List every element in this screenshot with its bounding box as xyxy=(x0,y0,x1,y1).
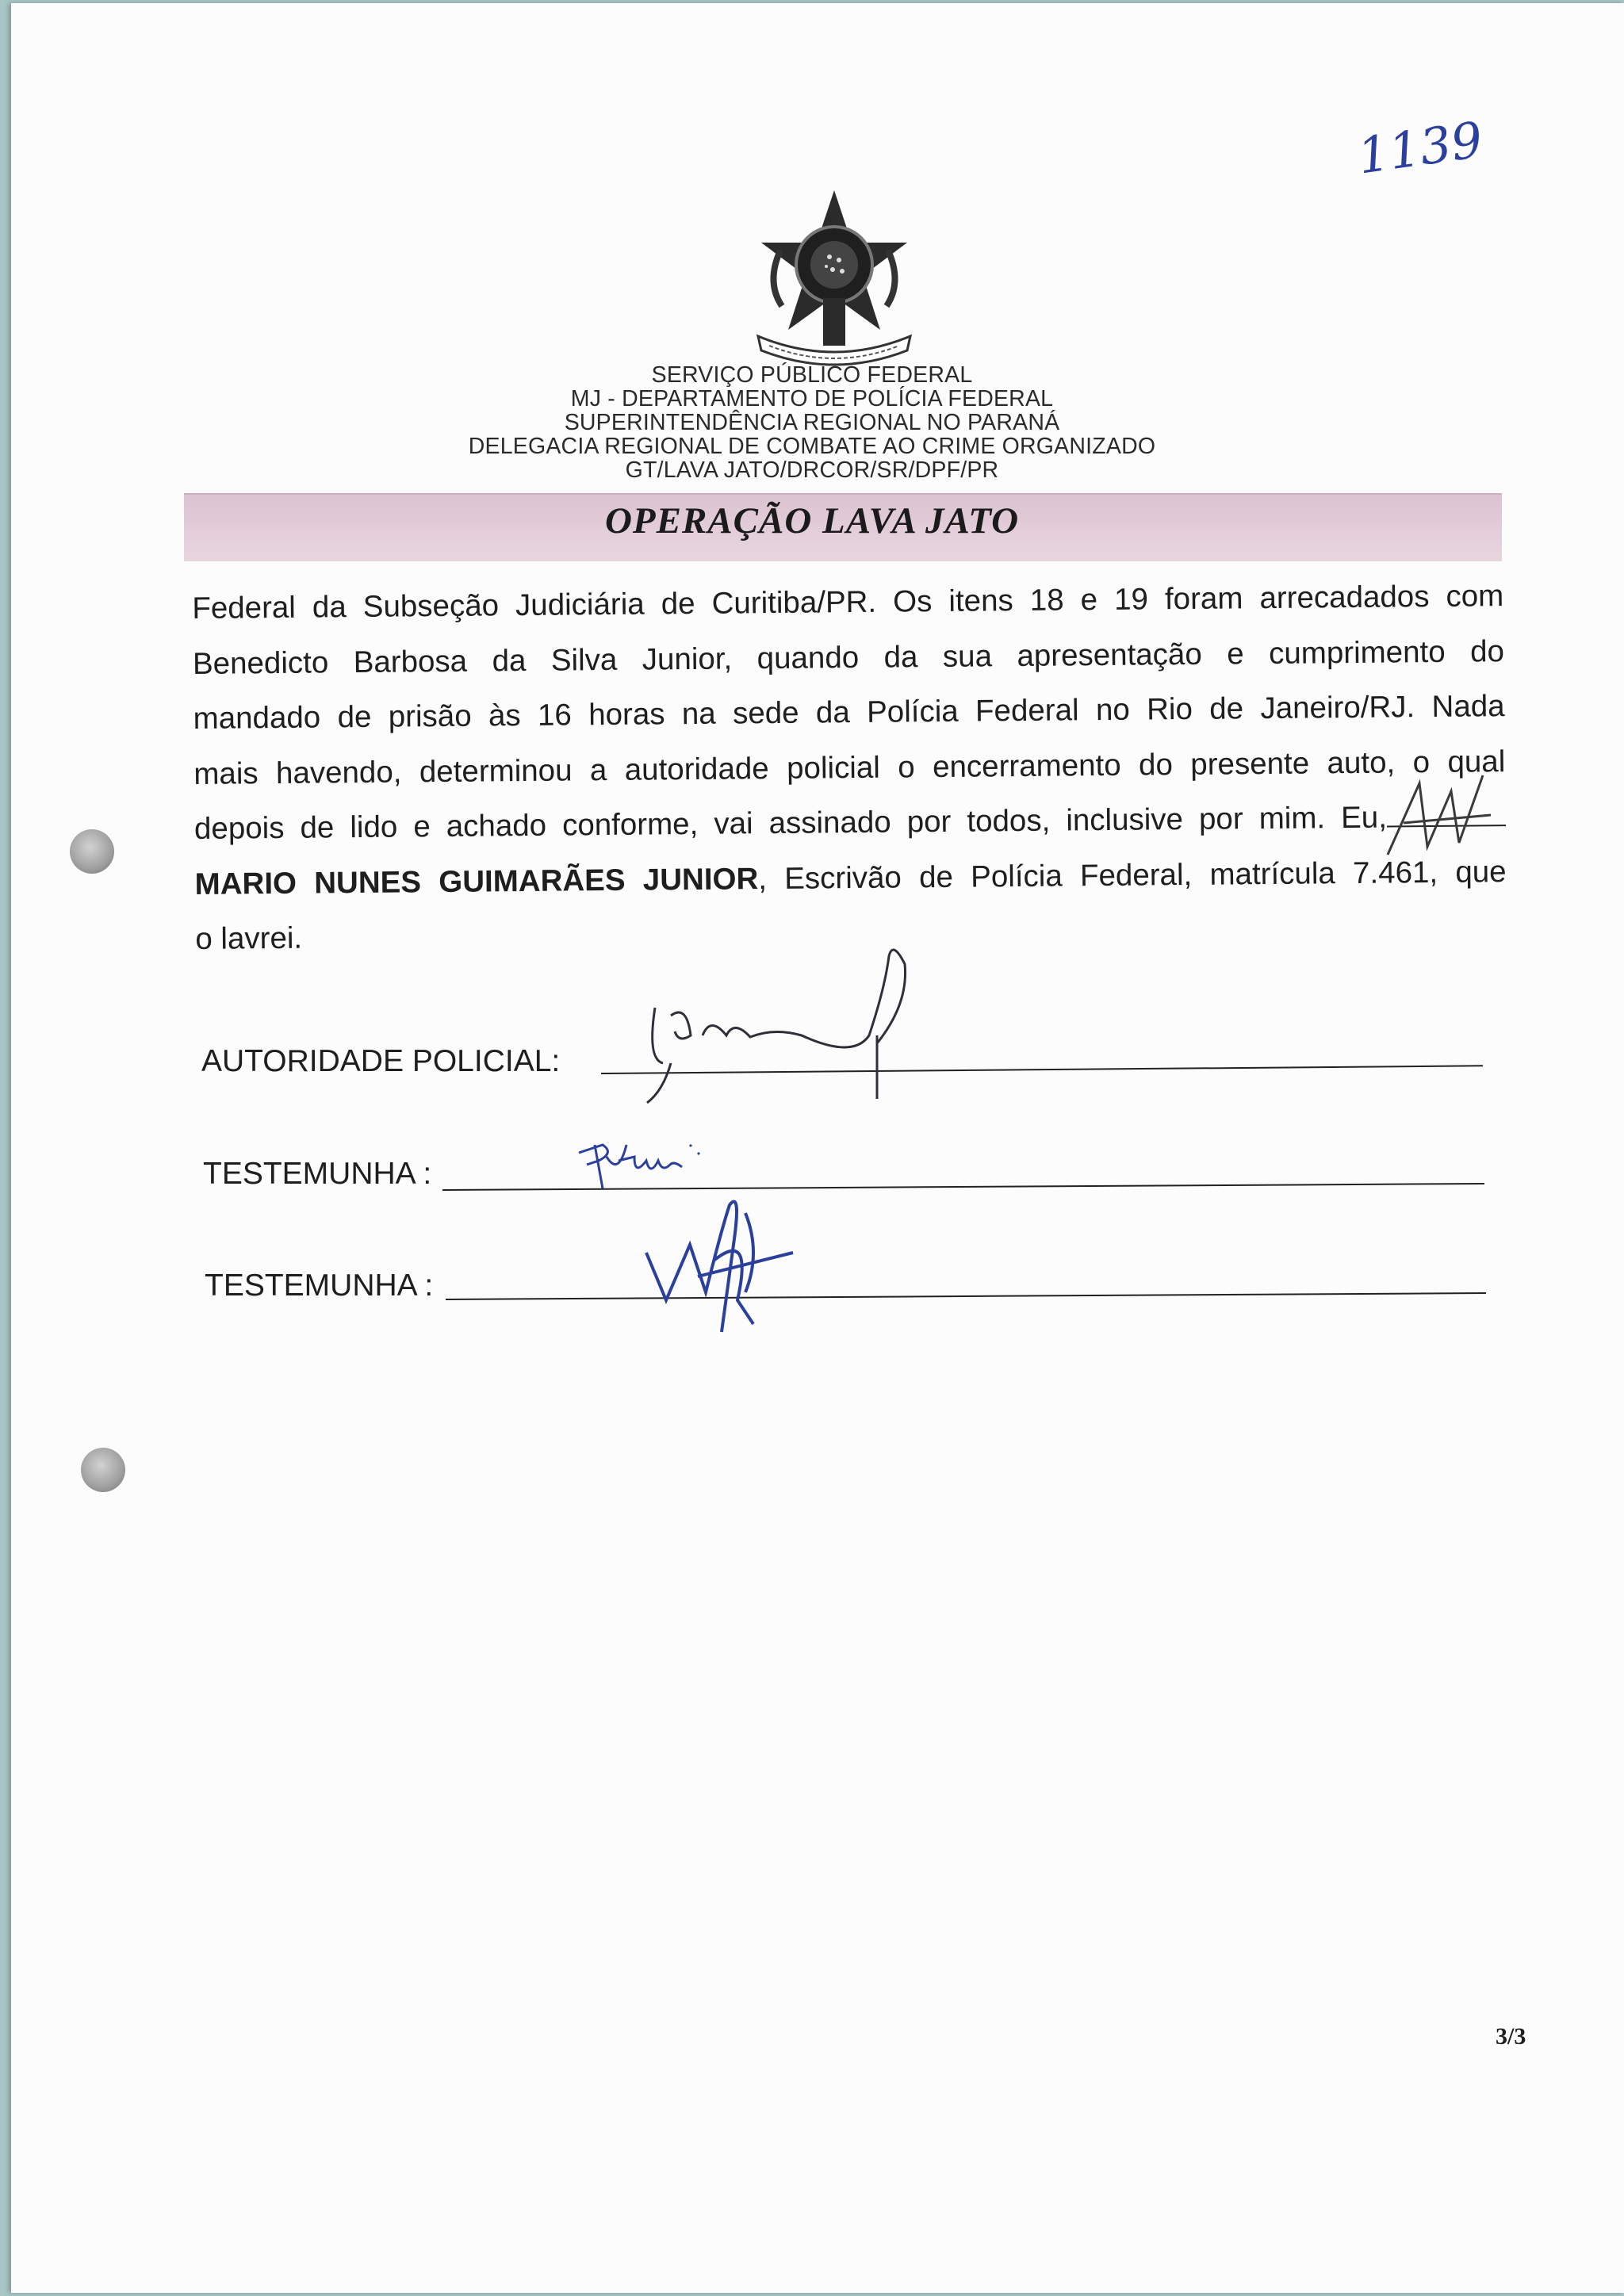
clerk-name: MARIO NUNES GUIMARÃES JUNIOR xyxy=(194,861,759,901)
body-line: mais havendo, determinou a autoridade policial o encerramento do presente auto, o qual xyxy=(193,744,1506,791)
handwritten-folio-number: 1139 xyxy=(1354,110,1487,186)
brazil-coat-of-arms-icon xyxy=(750,187,918,366)
witness2-signature-label: TESTEMUNHA : xyxy=(205,1269,434,1303)
header-line: DELEGACIA REGIONAL DE COMBATE AO CRIME ORGANIZADO xyxy=(468,434,1156,459)
clerk-role: , Escrivão de Polícia Federal, matrícula 7.461, que xyxy=(758,854,1507,896)
witness2-signature-icon xyxy=(634,1181,809,1340)
authority-signature-label: AUTORIDADE POLICIAL: xyxy=(201,1044,561,1078)
header-line: MJ - DEPARTAMENTO DE POLÍCIA FEDERAL xyxy=(570,386,1054,411)
header-line: SUPERINTENDÊNCIA REGIONAL NO PARANÁ xyxy=(564,410,1060,435)
operation-title: OPERAÇÃO LAVA JATO xyxy=(604,500,1020,541)
authority-signature-icon xyxy=(615,940,1012,1107)
body-line: Federal da Subseção Judiciária de Curitiba/PR. Os itens 18 e 19 foram arrecadados com xyxy=(192,579,1504,626)
punch-hole xyxy=(70,829,114,874)
body-line: mandado de prisão às 16 horas na sede da Polícia Federal no Rio de Janeiro/RJ. Nada xyxy=(193,689,1505,736)
body-line: depois de lido e achado conforme, vai assinado por todos, inclusive por mim. Eu, xyxy=(193,800,1388,846)
clerk-signature-icon xyxy=(1372,767,1507,871)
institution-header xyxy=(0,363,1624,482)
header-line: SERVIÇO PÚBLICO FEDERAL xyxy=(651,362,973,388)
punch-hole xyxy=(81,1448,125,1492)
closing-line: o lavrei. xyxy=(195,920,303,956)
page-number: 3/3 xyxy=(1496,2023,1526,2049)
body-paragraph xyxy=(192,568,1507,966)
body-line: Benedicto Barbosa da Silva Junior, quando da sua apresentação e cumprimento do xyxy=(192,633,1505,681)
witness1-signature-label: TESTEMUNHA : xyxy=(203,1157,432,1191)
header-line: GT/LAVA JATO/DRCOR/SR/DPF/PR xyxy=(625,457,999,483)
